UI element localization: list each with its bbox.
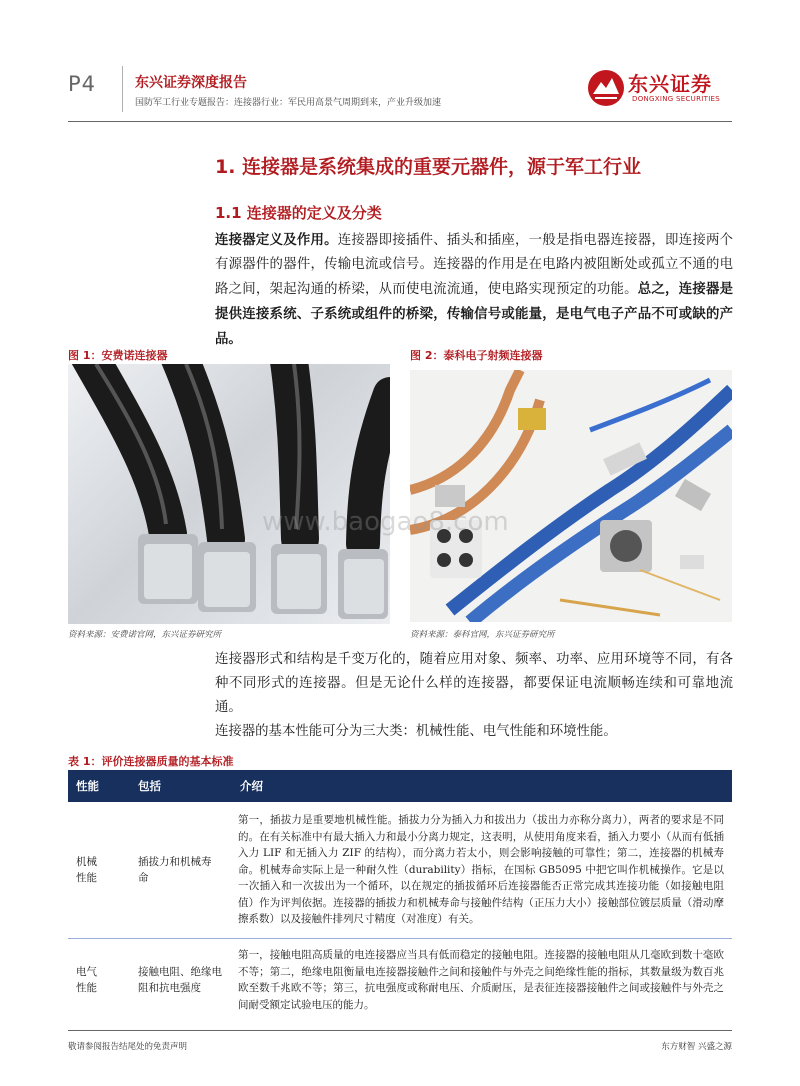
footer-rule xyxy=(68,1030,732,1031)
footer-disclaimer: 敬请参阅报告结尾处的免责声明 xyxy=(68,1042,188,1052)
cell-intro: 第一，插拔力是重要地机械性能。插拔力分为插入力和拔出力（拔出力亦称分离力），两者的要求是不同的。在有关标准中有最大插入力和最小分离力规定，这表明，从使用角度来看，插入力要小（从而有低插入力 LIF 和无插入力 ZIF 的结构），而分离力若太小，则会影响接触的可靠性；第二，连接器的机械寿命。机械寿命实际上是一种耐久性（durability）指标，在国标 GB5095 中把它叫作机械操作。它是以一次插入和一次拔出为一个循环，以在规定的插拔循环后连接器能否正常完成其连接功能（如接触电阻值）作为评判依据。连接器的插拔力和机械寿命与接触件结构（正压力大小）接触部位镀层质量（滑动摩擦系数）以及接触件排列尺寸精度（对准度）有关。 xyxy=(232,802,732,938)
page-number: P4 xyxy=(68,72,97,96)
footer-slogan: 东方财智 兴盛之源 xyxy=(661,1042,732,1052)
section-heading: 1. 连接器是系统集成的重要元器件，源于军工行业 xyxy=(215,156,642,178)
figure-1-source: 资料来源：安费诺官网，东兴证券研究所 xyxy=(68,630,222,640)
column-header-includes: 包括 xyxy=(130,770,232,802)
cell-includes: 插拔力和机械寿 命 xyxy=(130,802,232,938)
table-caption: 表 1：评价连接器质量的基本标准 xyxy=(68,755,234,768)
connector-forms-paragraph: 连接器形式和结构是千变万化的，随着应用对象、频率、功率、应用环境等不同，有各种不同形式的连接器。但是无论什么样的连接器，都要保证电流顺畅连续和可靠地流通。 xyxy=(215,652,733,715)
report-title: 东兴证券深度报告 xyxy=(135,75,247,91)
column-header-performance: 性能 xyxy=(68,770,130,802)
quality-standards-table xyxy=(68,770,732,1022)
intro-paragraph xyxy=(215,228,733,352)
te-rf-connector-photo xyxy=(410,370,732,622)
dongxing-logo-icon xyxy=(586,68,626,108)
column-header-intro: 介绍 xyxy=(232,770,732,802)
amphenol-connector-photo xyxy=(68,364,390,624)
header-rule xyxy=(68,121,732,122)
figure-1-caption: 图 1：安费诺连接器 xyxy=(68,349,168,362)
header-divider xyxy=(122,66,123,112)
cell-intro: 第一，接触电阻高质量的电连接器应当具有低而稳定的接触电阻。连接器的接触电阻从几毫欧到数十毫欧不等；第二，绝缘电阻衡量电连接器接触件之间和接触件与外壳之间绝缘性能的指标，其数量级为数百兆欧至数千兆欧不等；第三，抗电强度或称耐电压、介质耐压，是表征连接器接触件之间或接触件与外壳之间耐受额定试验电压的能力。 xyxy=(238,949,724,1011)
watermark: www.baogao8.com xyxy=(262,507,509,537)
intro-summary: 总之，连接器是提供连接系统、子系统或组件的桥梁，传输信号或能量，是电气电子产品不可或缺的产品。 xyxy=(215,281,734,347)
subsection-heading: 1.1 连接器的定义及分类 xyxy=(215,204,382,222)
figure-2-source: 资料来源：泰科官网，东兴证券研究所 xyxy=(410,630,555,640)
performance-categories-paragraph: 连接器的基本性能可分为三大类：机械性能、电气性能和环境性能。 xyxy=(215,724,617,739)
table-header-row xyxy=(68,770,732,802)
cell-performance: 机械 性能 xyxy=(68,802,130,938)
logo-english-text: DONGXING SECURITIES xyxy=(632,95,721,103)
intro-lead: 连接器定义及作用。 xyxy=(215,232,338,248)
cell-performance: 电气 性能 xyxy=(76,966,97,995)
logo-text: 东兴证券 xyxy=(628,72,712,96)
table-row xyxy=(68,802,732,938)
figure-2-caption: 图 2：泰科电子射频连接器 xyxy=(410,349,543,362)
report-subtitle: 国防军工行业专题报告：连接器行业：军民用高景气周期到来，产业升级加速 xyxy=(135,98,442,108)
cell-includes: 接触电阻、绝缘电 阻和抗电强度 xyxy=(138,966,222,995)
table-row xyxy=(68,938,732,1022)
intro-body: 连接器即接插件、插头和插座，一般是指电器连接器，即连接两个有源器件的器件，传输电流或信号。连接器的作用是在电路内被阻断处或孤立不通的电路之间，架起沟通的桥梁，从而使电流流通，使电路实现预定的功能。 xyxy=(215,233,734,297)
